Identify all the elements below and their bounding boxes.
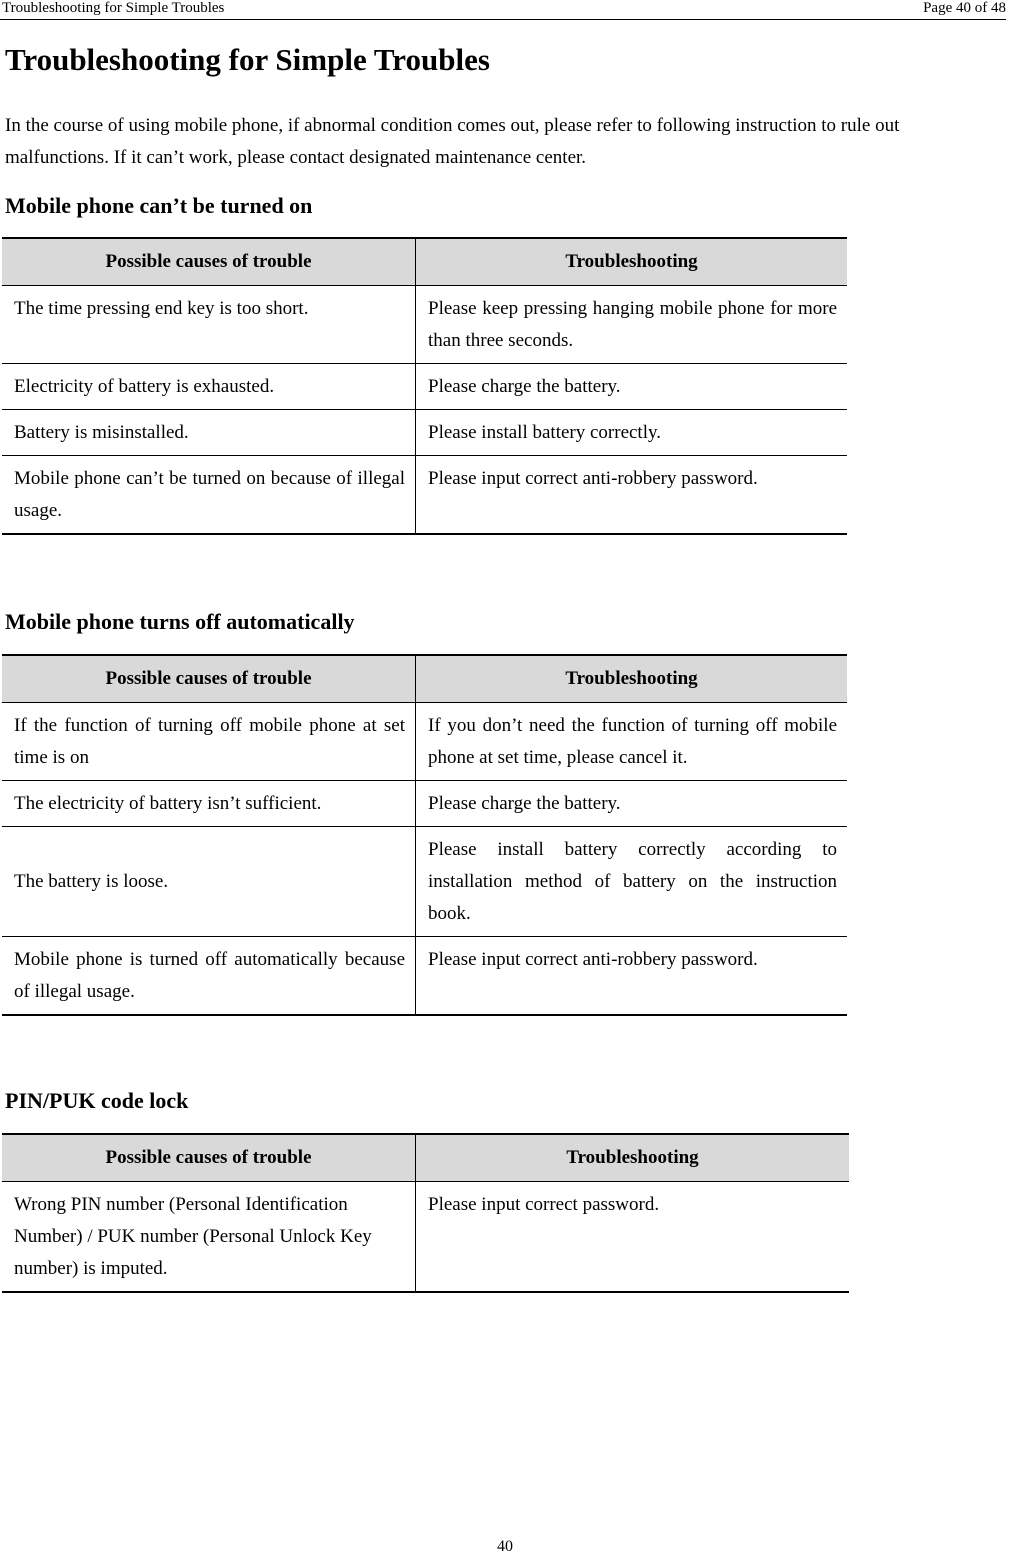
table-row	[2, 410, 847, 456]
cause-cell: If the function of turning off mobile phone at set time is on	[2, 703, 416, 781]
page-number: 40	[497, 1538, 513, 1555]
table-header-row	[2, 655, 847, 703]
header-document-title: Troubleshooting for Simple Troubles	[2, 0, 225, 16]
column-header-causes: Possible causes of trouble	[2, 1134, 416, 1182]
solution-cell: If you don’t need the function of turning off mobile phone at set time, please cancel it.	[416, 703, 848, 781]
section-heading-turned-on: Mobile phone can’t be turned on	[5, 193, 313, 218]
solution-cell: Please input correct anti-robbery password.	[416, 456, 848, 535]
cause-cell: Mobile phone is turned off automatically because of illegal usage.	[2, 937, 416, 1016]
solution-cell: Please input correct anti-robbery password.	[416, 937, 848, 1016]
solution-cell: Please input correct password.	[416, 1182, 850, 1293]
cause-cell: The electricity of battery isn’t sufficient.	[2, 781, 416, 827]
cause-cell: Battery is misinstalled.	[2, 410, 416, 456]
intro-paragraph: In the course of using mobile phone, if abnormal condition comes out, please refer to following instruction to rule out malfunctions. If it can’t work, please contact designated maintenance center.	[5, 115, 900, 168]
table-row	[2, 1182, 849, 1293]
table-row	[2, 364, 847, 410]
cause-cell: Electricity of battery is exhausted.	[2, 364, 416, 410]
solution-cell: Please charge the battery.	[416, 781, 848, 827]
cause-cell: The battery is loose.	[2, 827, 416, 937]
troubleshooting-table-turned-on	[2, 237, 847, 535]
column-header-troubleshooting: Troubleshooting	[416, 238, 848, 286]
table-row	[2, 286, 847, 364]
solution-cell: Please install battery correctly according to installation method of battery on the instruction book.	[416, 827, 848, 937]
table-row	[2, 937, 847, 1016]
section-heading-pin-puk: PIN/PUK code lock	[5, 1088, 189, 1113]
solution-cell: Please install battery correctly.	[416, 410, 848, 456]
table-header-row	[2, 238, 847, 286]
solution-cell: Please charge the battery.	[416, 364, 848, 410]
column-header-troubleshooting: Troubleshooting	[416, 1134, 850, 1182]
column-header-causes: Possible causes of trouble	[2, 238, 416, 286]
table-row	[2, 456, 847, 535]
column-header-causes: Possible causes of trouble	[2, 655, 416, 703]
troubleshooting-table-pin-puk	[2, 1133, 849, 1293]
table-row	[2, 781, 847, 827]
solution-cell: Please keep pressing hanging mobile phone for more than three seconds.	[416, 286, 848, 364]
header-page-indicator: Page 40 of 48	[923, 0, 1006, 16]
cause-cell: Mobile phone can’t be turned on because of illegal usage.	[2, 456, 416, 535]
table-row	[2, 703, 847, 781]
page-title: Troubleshooting for Simple Troubles	[5, 42, 490, 77]
section-heading-turns-off: Mobile phone turns off automatically	[5, 609, 355, 634]
running-header	[0, 0, 1006, 20]
troubleshooting-table-turns-off	[2, 654, 847, 1016]
cause-cell: The time pressing end key is too short.	[2, 286, 416, 364]
column-header-troubleshooting: Troubleshooting	[416, 655, 848, 703]
table-row	[2, 827, 847, 937]
cause-cell: Wrong PIN number (Personal Identification Number) / PUK number (Personal Unlock Key number) is imputed.	[2, 1182, 416, 1293]
table-header-row	[2, 1134, 849, 1182]
